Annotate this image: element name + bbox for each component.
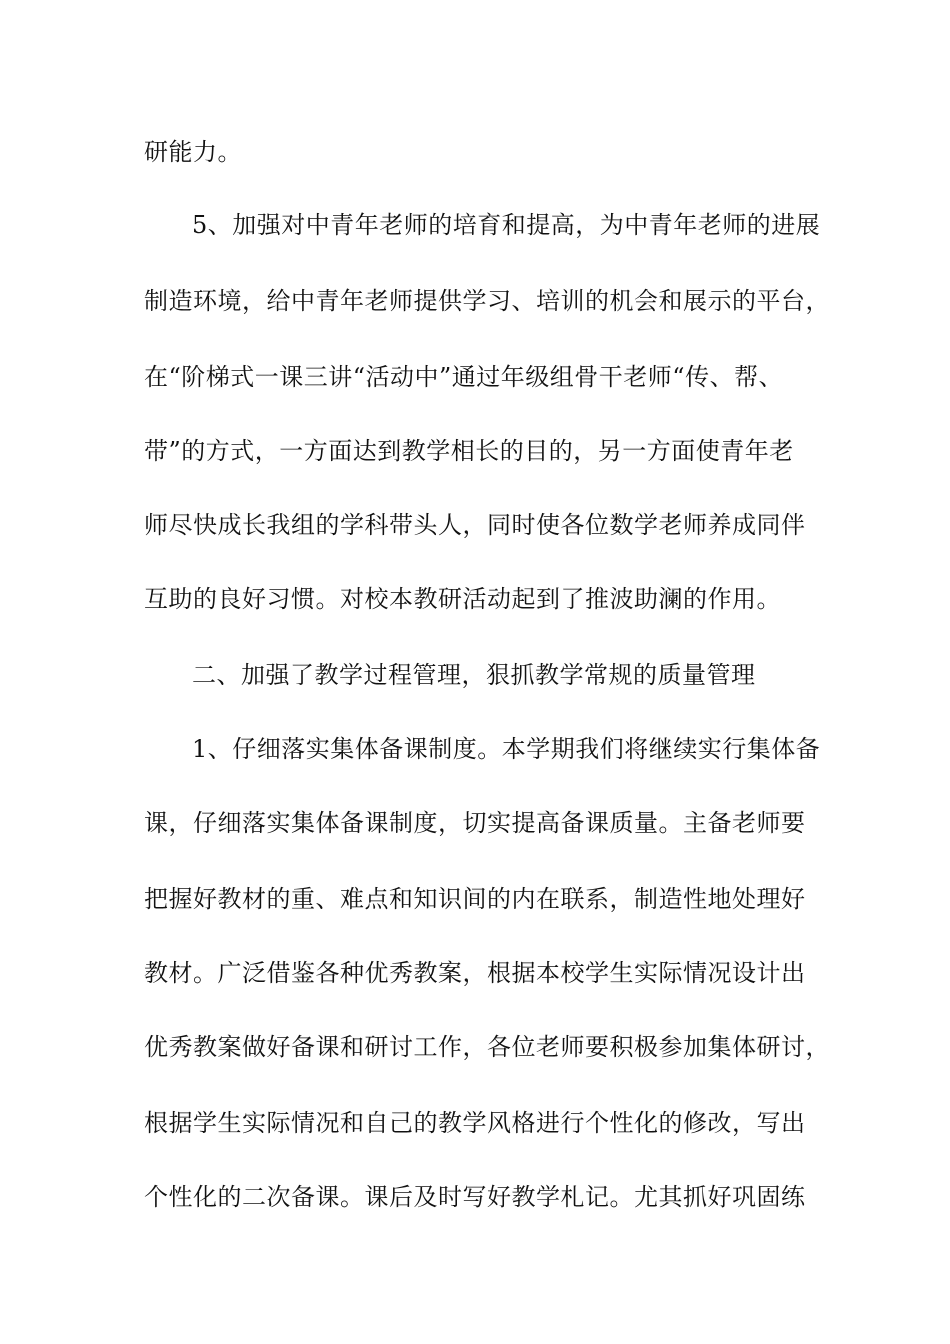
text-line: 研能力。 <box>144 138 242 166</box>
text-line: 制造环境，给中青年老师提供学习、培训的机会和展示的平台， <box>144 287 830 315</box>
section-heading-2: 二、加强了教学过程管理，狠抓教学常规的质量管理 <box>192 661 756 689</box>
paragraph-item-1: 1、仔细落实集体备课制度。本学期我们将继续实行集体备 <box>192 735 821 763</box>
text-line: 个性化的二次备课。课后及时写好教学札记。尤其抓好巩固练 <box>144 1183 806 1211</box>
text-line: 教材。广泛借鉴各种优秀教案，根据本校学生实际情况设计出 <box>144 959 806 987</box>
paragraph-item-5: 5、加强对中青年老师的培育和提高，为中青年老师的进展 <box>192 211 821 239</box>
text-line: 课，仔细落实集体备课制度，切实提高备课质量。主备老师要 <box>144 809 806 837</box>
text-line: 根据学生实际情况和自己的教学风格进行个性化的修改，写出 <box>144 1109 806 1137</box>
text-line: 优秀教案做好备课和研讨工作，各位老师要积极参加集体研讨， <box>144 1033 830 1061</box>
text-line: 在“阶梯式一课三讲“活动中”通过年级组骨干老师“传、帮、 <box>144 363 784 391</box>
text-line: 带”的方式，一方面达到教学相长的目的，另一方面使青年老 <box>144 437 794 465</box>
text-line: 师尽快成长我组的学科带头人，同时使各位数学老师养成同伴 <box>144 511 806 539</box>
text-line: 互助的良好习惯。对校本教研活动起到了推波助澜的作用。 <box>144 585 781 613</box>
text-line: 把握好教材的重、难点和知识间的内在联系，制造性地处理好 <box>144 885 806 913</box>
